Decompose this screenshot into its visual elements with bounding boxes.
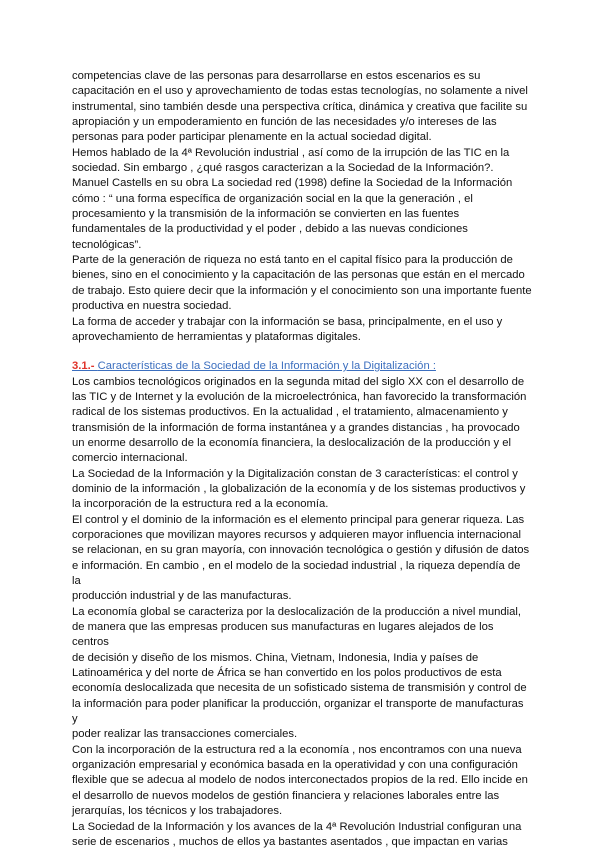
section-title: Características de la Sociedad de la Información y la Digitalización :	[98, 360, 436, 372]
paragraph-competencias: competencias clave de las personas para desarrollarse en estos escenarios es su capacitación en el uso y aprovechamiento de todas estas tecnologías, no solamente a nivel instrumental, sino también desde una perspectiva crítica, dinámica y creativa que facilite su apropiación y un empoderamiento en función de las necesidades y/o intereses de las personas para poder participar plenamente en la actual sociedad digital.	[72, 69, 532, 146]
paragraph-estructura-red: Con la incorporación de la estructura red a la economía , nos encontramos con una nueva organización empresarial y económica basada en la operatividad y con una configuración flexible que se adecua al modelo de nodos interconectados propios de la red. Ello incide en el desarrollo de nuevos modelos de gestión financiera y relaciones laborales entre las jerarquías, los técnicos y los trabajadores.	[72, 743, 532, 820]
section-heading	[72, 359, 532, 374]
section-number: 3.1.-	[72, 360, 95, 372]
paragraph-generacion-riqueza: Parte de la generación de riqueza no está tanto en el capital físico para la producción de bienes, sino en el conocimiento y la capacitación de las personas que están en el mercado de trabajo. Esto quiere decir que la información y el conocimiento son una importante fuente productiva en nuestra sociedad.	[72, 253, 532, 314]
paragraph-escenarios: La Sociedad de la Información y los avances de la 4ª Revolución Industrial configuran una serie de escenarios , muchos de ellos ya bastantes asentados , que impactan en varias	[72, 820, 532, 850]
paragraph-cambios-tecnologicos: Los cambios tecnológicos originados en la segunda mitad del siglo XX con el desarrollo de las TIC y de Internet y la evolución de la microelectrónica, han favorecido la transformación radical de los sistemas productivos. En la actualidad , el tratamiento, almacenamiento y transmisión de la información de forma instantánea y a grandes distancias , ha provocado un enorme desarrollo de la economía financiera, la deslocalización de la producción y el comercio internacional.	[72, 375, 532, 467]
paragraph-castells-quote: Manuel Castells en su obra La sociedad red (1998) define la Sociedad de la Información cómo : “ una forma específica de organización social en la que la generación , el procesamiento y la transmisión de la información se convierten en las fuentes fundamentales de la productividad y el poder , debido a las nuevas condiciones tecnológicas”.	[72, 176, 532, 253]
document-page	[72, 69, 532, 850]
paragraph-forma-acceder: La forma de acceder y trabajar con la información se basa, principalmente, en el uso y aprovechamiento de herramientas y plataformas digitales.	[72, 315, 532, 346]
paragraph-economia-global: La economía global se caracteriza por la deslocalización de la producción a nivel mundial, de manera que las empresas producen sus manufacturas en lugares alejados de los centros de decisión y diseño de los mismos. China, Vietnam, Indonesia, India y países de Latinoamérica y del norte de África se han convertido en los polos productivos de esta economía deslocalizada que necesita de un sofisticado sistema de transmisión y control de la información para poder planificar la producción, organizar el transporte de manufacturas y poder realizar las transacciones comerciales.	[72, 605, 532, 743]
paragraph-tres-caracteristicas: La Sociedad de la Información y la Digitalización constan de 3 características: el control y dominio de la información , la globalización de la economía y de los sistemas productivos y la incorporación de la estructura red a la economía.	[72, 467, 532, 513]
paragraph-revolucion-industrial: Hemos hablado de la 4ª Revolución industrial , así como de la irrupción de las TIC en la sociedad. Sin embargo , ¿qué rasgos caracterizan a la Sociedad de la Información?.	[72, 146, 532, 177]
paragraph-control-dominio: El control y el dominio de la información es el elemento principal para generar riqueza. Las corporaciones que movilizan mayores recursos y adquieren mayor influencia internacional se relacionan, en su gran mayoría, con innovación tecnológica o gestión y difusión de datos e información. En cambio , en el modelo de la sociedad industrial , la riqueza dependía de la producción industrial y de las manufacturas.	[72, 513, 532, 605]
